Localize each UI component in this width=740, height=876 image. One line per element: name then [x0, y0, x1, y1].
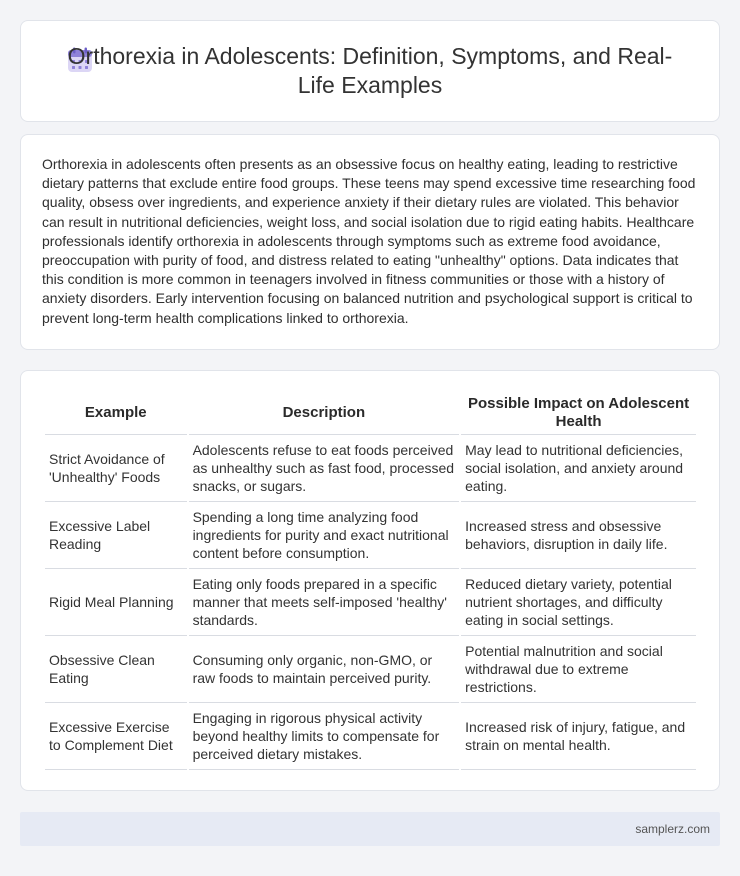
- cell-impact: Potential malnutrition and social withdrawal due to extreme restrictions.: [461, 636, 696, 703]
- cell-description: Engaging in rigorous physical activity beyond healthy limits to compensate for perceived dietary mistakes.: [189, 703, 460, 770]
- cell-example: Rigid Meal Planning: [45, 569, 187, 636]
- table-row: [45, 569, 696, 636]
- cell-example: Strict Avoidance of 'Unhealthy' Foods: [45, 435, 187, 502]
- cell-description: Adolescents refuse to eat foods perceived as unhealthy such as fast food, processed snacks, or sugars.: [189, 435, 460, 502]
- header-description: Description: [189, 391, 460, 435]
- cell-impact: Reduced dietary variety, potential nutrient shortages, and difficulty eating in social settings.: [461, 569, 696, 636]
- cell-example: Obsessive Clean Eating: [45, 636, 187, 703]
- footer-bar: [20, 812, 720, 846]
- page-title: Orthorexia in Adolescents: Definition, Symptoms, and Real-Life Examples: [67, 43, 673, 98]
- table-row: [45, 502, 696, 569]
- cell-description: Consuming only organic, non-GMO, or raw foods to maintain perceived purity.: [189, 636, 460, 703]
- cell-impact: Increased stress and obsessive behaviors, disruption in daily life.: [461, 502, 696, 569]
- cell-example: Excessive Exercise to Complement Diet: [45, 703, 187, 770]
- cell-impact: May lead to nutritional deficiencies, social isolation, and anxiety around eating.: [461, 435, 696, 502]
- title-card: [20, 20, 720, 122]
- examples-table: [43, 391, 698, 770]
- table-card: [20, 370, 720, 791]
- table-header-row: [45, 391, 696, 435]
- intro-card: [20, 134, 720, 350]
- table-row: [45, 435, 696, 502]
- intro-paragraph: Orthorexia in adolescents often presents as an obsessive focus on healthy eating, leading to restrictive dietary patterns that exclude entire food groups. These teens may spend excessive time researching food quality, obsess over ingredients, and experience anxiety if their dietary rules are violated. This behavior can result in nutritional deficiencies, weight loss, and social isolation due to rigid eating habits. Healthcare professionals identify orthorexia in adolescents through symptoms such as extreme food avoidance, preoccupation with purity of food, and distress related to eating "unhealthy" options. Data indicates that this condition is more common in teenagers involved in fitness communities or those with a history of anxiety disorders. Early intervention focusing on balanced nutrition and psychological support is critical to prevent long-term health complications linked to orthorexia.: [42, 156, 696, 326]
- table-row: [45, 703, 696, 770]
- table-row: [45, 636, 696, 703]
- header-impact: Possible Impact on Adolescent Health: [461, 391, 696, 435]
- cell-impact: Increased risk of injury, fatigue, and strain on mental health.: [461, 703, 696, 770]
- cell-description: Spending a long time analyzing food ingredients for purity and exact nutritional content before consumption.: [189, 502, 460, 569]
- cell-example: Excessive Label Reading: [45, 502, 187, 569]
- footer-site-link[interactable]: samplerz.com: [635, 822, 710, 836]
- header-example: Example: [45, 391, 187, 435]
- cell-description: Eating only foods prepared in a specific manner that meets self-imposed 'healthy' standards.: [189, 569, 460, 636]
